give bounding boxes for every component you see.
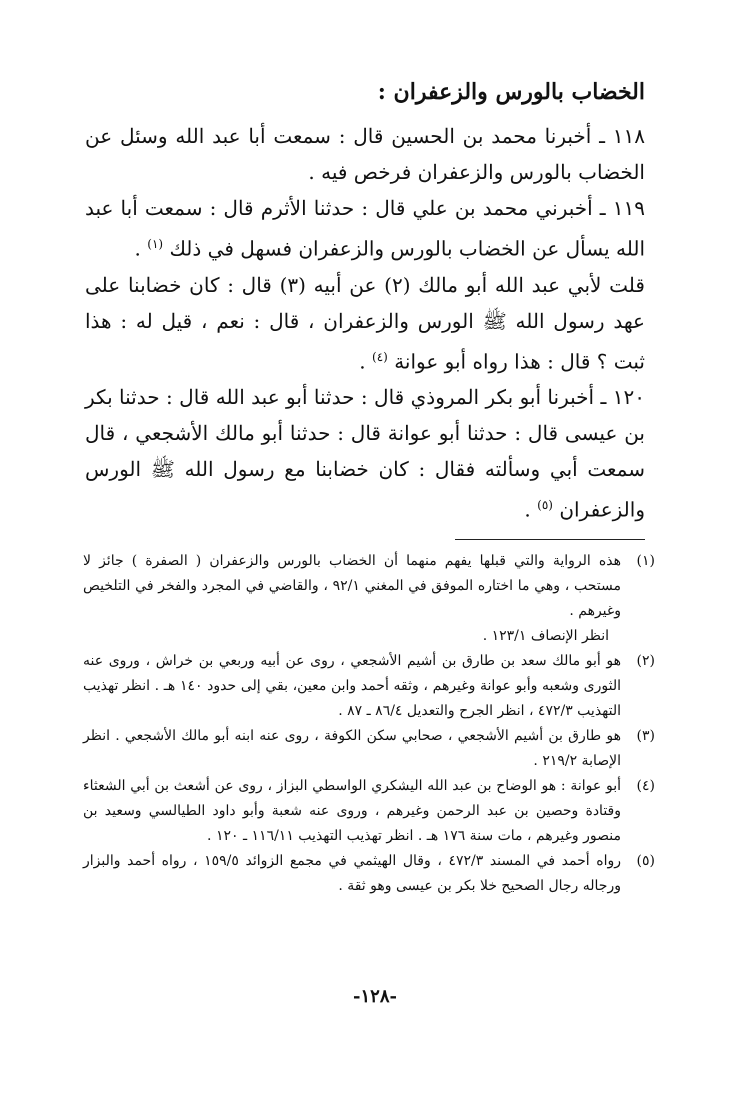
footnote-1-continuation (83, 624, 655, 649)
paragraph-end: . (134, 236, 148, 261)
footnote-number (621, 624, 655, 649)
footnote-number: (٤) (636, 778, 655, 794)
footnote-3 (83, 724, 655, 774)
paragraph-end: . (524, 497, 538, 522)
footnote-text: هو أبو مالك سعد بن طارق بن أشيم الأشجعي ، روى عن أبيه وربعي بن خراش ، وروى عنه الثورى وشعبه وأبو عوانة وغيرهم ، وثقه أحمد وابن معين، بقي إلى حدود ١٤٠ هـ . انظر تهذيب التهذيب ٤٧٢/٣ ، انظر الجرح والتعديل ٨٦/٤ ـ ٨٧ . (83, 653, 621, 719)
paragraph-end: . (359, 349, 372, 374)
paragraph-text: قلت لأبي عبد الله أبو مالك (٢) عن أبيه (٣) قال : كان خضابنا على عهد رسول الله ﷺ الورس والزعفران ، قال : نعم ، قيل له : هذا ثبت ؟ قال : هذا رواه أبو عوانة (85, 272, 645, 374)
footnote-1 (83, 549, 655, 624)
paragraph-text: ١١٩ ـ أخبرني محمد بن علي قال : حدثنا الأثرم قال : سمعت أبا عبد الله يسأل عن الخضاب بالورس والزعفران فسهل في ذلك (85, 196, 645, 261)
paragraph-text: ١١٨ ـ أخبرنا محمد بن الحسين قال : سمعت أبا عبد الله وسئل عن الخضاب بالورس والزعفران فرخص فيه . (85, 124, 645, 184)
footnote-4 (83, 774, 655, 849)
footnote-ref[interactable]: (٥) (537, 498, 553, 513)
footnote-number: (١) (636, 553, 655, 569)
footnote-5 (83, 849, 655, 899)
footnote-2 (83, 649, 655, 724)
footnote-number: (٢) (636, 653, 655, 669)
footnote-ref[interactable]: (٤) (372, 349, 388, 364)
paragraph-119 (85, 190, 645, 267)
section-heading: الخضاب بالورس والزعفران : (377, 79, 645, 105)
paragraph-118 (85, 118, 645, 190)
footnote-text: هذه الرواية والتي قبلها يفهم منهما أن الخضاب بالورس والزعفران ( الصفرة ) جائز لا مستحب ، وهي ما اختاره الموفق في المغني ٩٢/١ ، والقاضي في المجرد والفخر في التلخيص وغيرهم . (83, 553, 621, 619)
paragraph-120 (85, 379, 645, 528)
footnote-text: انظر الإنصاف ١٢٣/١ . (482, 628, 609, 644)
footnote-ref[interactable]: (١) (147, 237, 164, 251)
footnotes (83, 549, 655, 899)
footnote-text: هو طارق بن أشيم الأشجعي ، صحابي سكن الكوفة ، روى عنه ابنه أبو مالك الأشجعي . انظر الإصابة ٢١٩/٢ . (83, 728, 621, 769)
footnote-number: (٣) (636, 728, 655, 744)
footnote-text: رواه أحمد في المسند ٤٧٢/٣ ، وقال الهيثمي في مجمع الزوائد ١٥٩/٥ ، رواه أحمد والبزار ورجاله رجال الصحيح خلا بكر بن عيسى وهو ثقة . (83, 853, 621, 894)
paragraph-text: ١٢٠ ـ أخبرنا أبو بكر المروذي قال : حدثنا أبو عبد الله قال : حدثنا بكر بن عيسى قال : حدثنا أبو عوانة قال : حدثنا أبو مالك الأشجعي ، قال سمعت أبي وسألته فقال : كان خضابنا مع رسول الله ﷺ الورس والزعفران (85, 385, 645, 522)
main-text (85, 118, 645, 528)
footnote-text: أبو عوانة : هو الوضاح بن عبد الله اليشكري الواسطي البزاز ، روى عن أشعث بن أبي الشعثاء وقتادة وحصين بن عبد الرحمن وغيرهم ، وروى عنه شعبة وأبو داود الطيالسي وسعيد بن منصور وغيرهم ، مات سنة ١٧٦ هـ . انظر تهذيب التهذيب ١١٦/١١ ـ ١٢٠ . (83, 778, 621, 844)
paragraph-question (85, 267, 645, 380)
footnote-number: (٥) (636, 853, 655, 869)
footnote-divider (455, 539, 645, 540)
page-number: -١٢٨- (353, 986, 397, 1007)
